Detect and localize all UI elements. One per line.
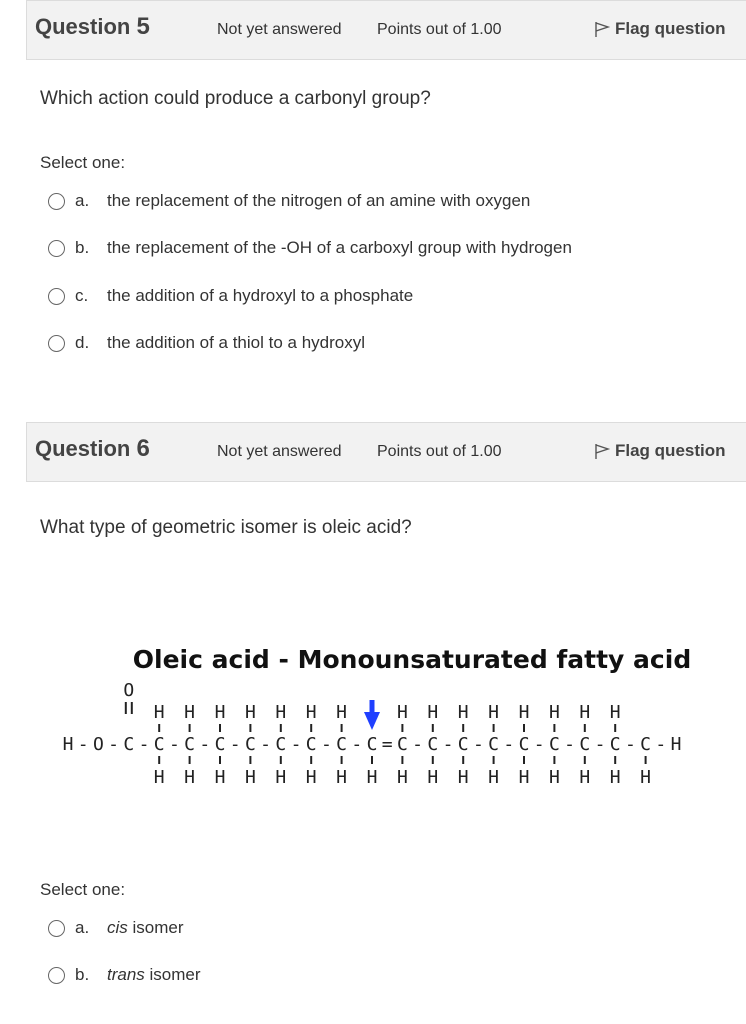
chain-symbol: O — [92, 734, 104, 755]
flag-icon — [593, 20, 611, 43]
chain-symbol: - — [472, 734, 484, 755]
hydrogen-atom: H — [396, 702, 408, 723]
question-5-prompt: Select one: — [40, 153, 126, 172]
chain-symbol: - — [229, 734, 241, 755]
question-5-text: Which action could produce a carbonyl group? — [40, 88, 431, 109]
hydrogen-atom: H — [579, 702, 591, 723]
radio-button[interactable] — [48, 240, 65, 257]
question-title-word: Question — [35, 14, 131, 39]
option-letter: a. — [75, 918, 90, 937]
question-6-title — [35, 435, 150, 463]
option-text: the addition of a hydroxyl to a phosphate — [107, 286, 414, 305]
hydrogen-atom: H — [305, 767, 317, 788]
chain-symbol: - — [168, 734, 180, 755]
hydrogen-atom: H — [244, 702, 256, 723]
chain-symbol: - — [412, 734, 424, 755]
hydrogen-atom: H — [184, 702, 196, 723]
option-text: the addition of a thiol to a hydroxyl — [107, 333, 365, 352]
question-6-option-b[interactable] — [48, 962, 201, 988]
carbon-atom: C — [305, 734, 317, 755]
flag-question-button[interactable] — [593, 19, 726, 43]
radio-button[interactable] — [48, 288, 65, 305]
question-6-text: What type of geometric isomer is oleic acid? — [40, 517, 412, 538]
flag-question-label: Flag question — [615, 19, 726, 38]
chain-symbol: - — [138, 734, 150, 755]
carbon-atom: C — [457, 734, 469, 755]
question-6-option-a[interactable] — [48, 915, 184, 941]
hydrogen-atom: H — [457, 702, 469, 723]
hydrogen-atom: H — [518, 767, 530, 788]
option-rest: isomer — [144, 965, 201, 984]
oleic-acid-structure — [60, 636, 740, 796]
question-5-title — [35, 13, 150, 41]
question-number: 6 — [136, 435, 150, 462]
option-letter: a. — [75, 191, 90, 210]
carbon-atom: C — [579, 734, 591, 755]
carbon-atom: C — [609, 734, 621, 755]
question-number: 5 — [136, 13, 150, 40]
question-5-option-b[interactable] — [48, 235, 572, 261]
option-rest: isomer — [127, 918, 184, 937]
carbon-atom: C — [184, 734, 196, 755]
question-5-option-a[interactable] — [48, 188, 530, 214]
hydrogen-atom: H — [214, 702, 226, 723]
carbon-atom: C — [366, 734, 378, 755]
radio-button[interactable] — [48, 193, 65, 210]
chain-symbol: - — [624, 734, 636, 755]
chain-symbol: - — [655, 734, 667, 755]
double-bond: = — [381, 734, 393, 755]
carbonyl-oxygen: O — [123, 680, 135, 701]
option-letter: c. — [75, 286, 89, 305]
option-letter: d. — [75, 333, 90, 352]
option-term: cis — [107, 918, 128, 937]
option-letter: b. — [75, 965, 90, 984]
hydrogen-atom: H — [336, 702, 348, 723]
hydrogen-atom: H — [214, 767, 226, 788]
carbon-atom: C — [244, 734, 256, 755]
hydrogen-atom: H — [579, 767, 591, 788]
hydrogen-atom: H — [640, 767, 652, 788]
chain-symbol: - — [260, 734, 272, 755]
hydrogen-atom: H — [305, 702, 317, 723]
carbon-atom: C — [396, 734, 408, 755]
chain-symbol: - — [564, 734, 576, 755]
hydrogen-atom: H — [609, 767, 621, 788]
hydrogen-atom: H — [457, 767, 469, 788]
flag-question-button[interactable] — [593, 441, 726, 465]
question-6-prompt: Select one: — [40, 880, 126, 899]
carbon-atom: C — [640, 734, 652, 755]
carbon-atom: C — [123, 734, 135, 755]
chain-symbol: - — [351, 734, 363, 755]
carbon-atom: C — [214, 734, 226, 755]
question-grade: Points out of 1.00 — [377, 443, 502, 460]
flag-question-label: Flag question — [615, 441, 726, 460]
chain-symbol: - — [320, 734, 332, 755]
flag-icon — [593, 442, 611, 465]
chain-symbol: - — [503, 734, 515, 755]
question-state: Not yet answered — [217, 21, 342, 38]
hydrogen-atom: H — [548, 767, 560, 788]
hydrogen-atom: H — [153, 767, 165, 788]
chain-symbol: - — [77, 734, 89, 755]
carbon-atom: C — [488, 734, 500, 755]
option-letter: b. — [75, 238, 90, 257]
chain-symbol: - — [442, 734, 454, 755]
carbon-atom: C — [275, 734, 287, 755]
question-6-header — [26, 422, 746, 482]
hydrogen-atom: H — [275, 702, 287, 723]
radio-button[interactable] — [48, 335, 65, 352]
carbon-atom: C — [548, 734, 560, 755]
radio-button[interactable] — [48, 967, 65, 984]
question-5-header — [26, 0, 746, 60]
option-term: trans — [107, 965, 145, 984]
carbon-atom: C — [336, 734, 348, 755]
hydrogen-atom: H — [396, 767, 408, 788]
radio-button[interactable] — [48, 920, 65, 937]
question-state: Not yet answered — [217, 443, 342, 460]
hydrogen-atom: H — [244, 767, 256, 788]
question-title-word: Question — [35, 436, 131, 461]
question-grade: Points out of 1.00 — [377, 21, 502, 38]
chain-symbol: - — [290, 734, 302, 755]
carbon-atom: C — [518, 734, 530, 755]
hydrogen-atom: H — [184, 767, 196, 788]
carbon-atom: C — [153, 734, 165, 755]
carbon-atom: C — [427, 734, 439, 755]
chain-symbol: H — [670, 734, 682, 755]
option-text — [107, 965, 201, 985]
hydrogen-atom: H — [609, 702, 621, 723]
hydrogen-atom: H — [548, 702, 560, 723]
hydrogen-atom: H — [488, 767, 500, 788]
hydrogen-atom: H — [518, 702, 530, 723]
chain-symbol: - — [108, 734, 120, 755]
hydrogen-atom: H — [336, 767, 348, 788]
hydrogen-atom: H — [427, 702, 439, 723]
hydrogen-atom: H — [488, 702, 500, 723]
double-bond-arrow-icon — [364, 700, 380, 730]
chain-symbol: H — [62, 734, 74, 755]
question-5-option-d[interactable] — [48, 330, 365, 356]
option-text: the replacement of the nitrogen of an amine with oxygen — [107, 191, 531, 210]
option-text: the replacement of the -OH of a carboxyl group with hydrogen — [107, 238, 572, 257]
question-5-option-c[interactable] — [48, 283, 413, 309]
hydrogen-atom: H — [153, 702, 165, 723]
chain-symbol: - — [594, 734, 606, 755]
hydrogen-atom: H — [427, 767, 439, 788]
chain-symbol: - — [533, 734, 545, 755]
chain-symbol: - — [199, 734, 211, 755]
hydrogen-atom: H — [366, 767, 378, 788]
option-text — [107, 918, 184, 938]
hydrogen-atom: H — [275, 767, 287, 788]
structure-title: Oleic acid - Monounsaturated fatty acid — [132, 645, 692, 674]
